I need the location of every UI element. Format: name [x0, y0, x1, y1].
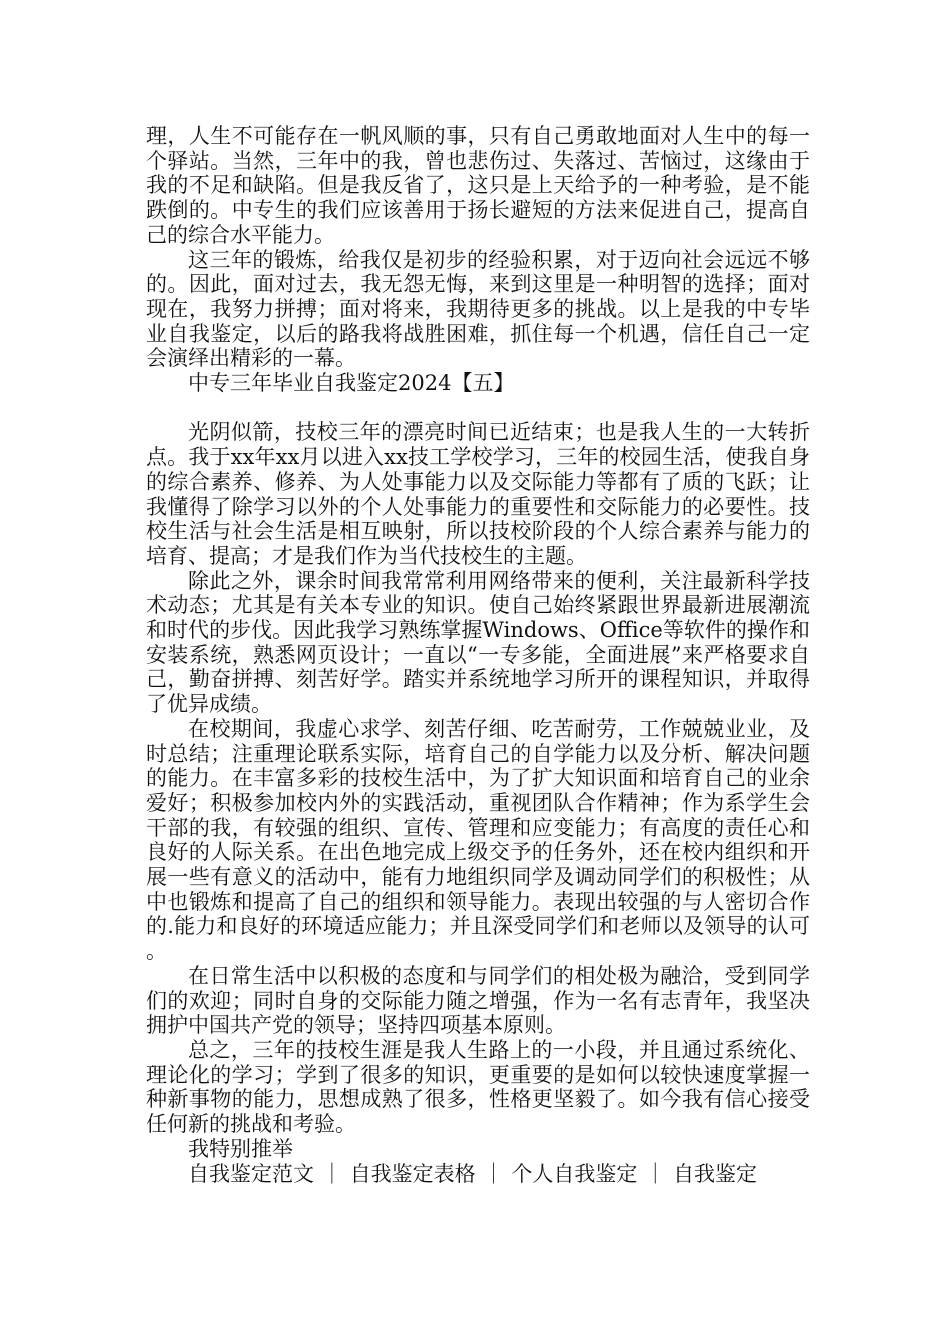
link-separator: ｜ [483, 1161, 505, 1186]
related-link-personal[interactable]: 个人自我鉴定 [511, 1161, 638, 1186]
related-link-forms[interactable]: 自我鉴定表格 [349, 1161, 476, 1186]
body-paragraph: 理，人生不可能存在一帆风顺的事，只有自己勇敢地面对人生中的每一个驿站。当然，三年中的我，曾也悲伤过、失落过、苦恼过，这缘由于我的不足和缺陷。但是我反省了，这只是上天给予的一种考验，是不能跌倒的。中专生的我们应该善用于扬长避短的方法来促进自己，提高自己的综合水平能力。 [146, 124, 810, 247]
section-heading: 中专三年毕业自我鉴定2024【五】 [188, 371, 515, 396]
link-separator: ｜ [321, 1161, 343, 1186]
link-separator: ｜ [644, 1161, 666, 1186]
related-link-self-evaluation[interactable]: 自我鉴定 [673, 1161, 758, 1186]
body-paragraph: 光阴似箭，技校三年的漂亮时间已近结束；也是我人生的一大转折点。我于xx年xx月以进入xx技工学校学习，三年的校园生活，使我自身的综合素养、修养、为人处事能力以及交际能力等都有了质的飞跃；让我懂得了除学习以外的个人处事能力的重要性和交际能力的必要性。技校生活与社会生活是相互映射，所以技校阶段的个人综合素养与能力的培育、提高；才是我们作为当代技校生的主题。 [146, 420, 810, 568]
body-paragraph: 总之，三年的技校生涯是我人生路上的一小段，并且通过系统化、理论化的学习；学到了很多的知识，更重要的是如何以较快速度掌握一种新事物的能力，思想成熟了很多，性格更坚毅了。如今我有信心接受任何新的挑战和考验。 [146, 1038, 810, 1137]
body-paragraph: 在校期间，我虚心求学、刻苦仔细、吃苦耐劳，工作兢兢业业，及时总结；注重理论联系实际，培育自己的自学能力以及分析、解决问题的能力。在丰富多彩的技校生活中，为了扩大知识面和培育自己的业余爱好；积极参加校内外的实践活动，重视团队合作精神；作为系学生会干部的我，有较强的组织、宣传、管理和应变能力；有高度的责任心和良好的人际关系。在出色地完成上级交予的任务外，还在校内组织和开展一些有意义的活动中，能有力地组织同学及调动同学们的积极性；从中也锻炼和提高了自己的组织和领导能力。表现出较强的与人密切合作的.能力和良好的环境适应能力；并且深受同学们和老师以及领导的认可。 [146, 716, 810, 964]
body-paragraph: 除此之外，课余时间我常常利用网络带来的便利，关注最新科学技术动态；尤其是有关本专业的知识。使自己始终紧跟世界最新进展潮流和时代的步伐。因此我学习熟练掌握Windows、Office等软件的操作和安装系统，熟悉网页设计；一直以“一专多能，全面进展”来严格要求自己，勤奋拼搏、刻苦好学。踏实并系统地学习所开的课程知识，并取得了优异成绩。 [146, 568, 810, 717]
related-links [146, 1162, 810, 1187]
recommend-label: 我特别推举 [188, 1136, 293, 1161]
related-link-sample-essays[interactable]: 自我鉴定范文 [188, 1161, 314, 1186]
body-paragraph: 这三年的锻炼，给我仅是初步的经验积累，对于迈向社会远远不够的。因此，面对过去，我无怨无悔，来到这里是一种明智的选择；面对现在，我努力拼搏；面对将来，我期待更多的挑战。以上是我的中专毕业自我鉴定，以后的路我将战胜困难，抓住每一个机遇，信任自己一定会演绎出精彩的一幕。 [146, 247, 810, 371]
body-paragraph: 在日常生活中以积极的态度和与同学们的相处极为融洽，受到同学们的欢迎；同时自身的交际能力随之增强，作为一名有志青年，我坚决拥护中国共产党的领导；坚持四项基本原则。 [146, 963, 810, 1038]
document-page [146, 124, 810, 1186]
blank-line [146, 396, 810, 421]
